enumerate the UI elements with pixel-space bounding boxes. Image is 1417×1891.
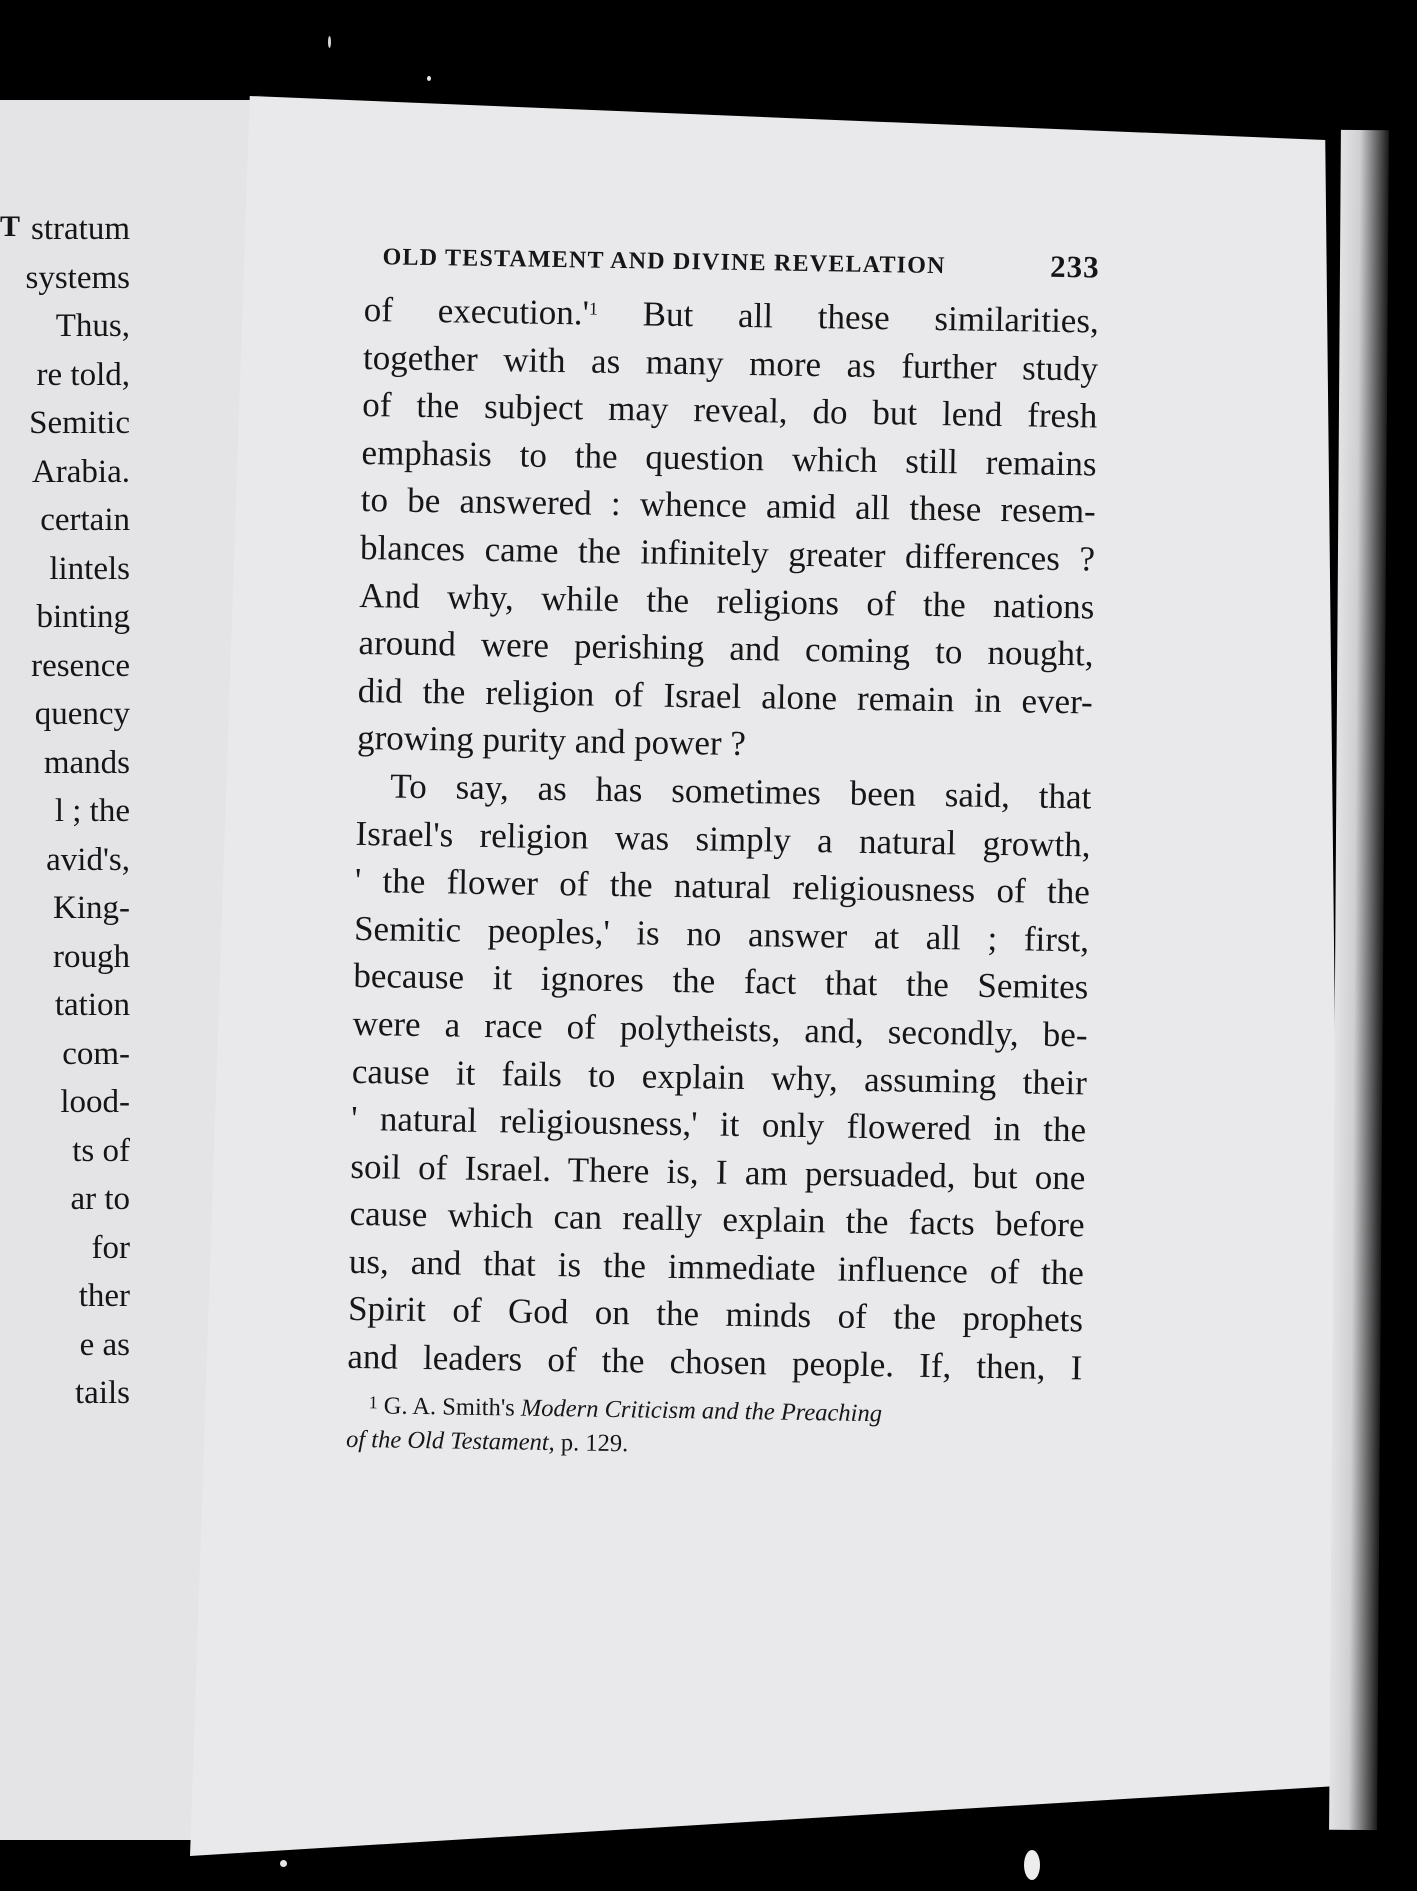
footnote-reference: 1 xyxy=(588,298,599,319)
left-page-line-fragment: Thus, xyxy=(55,308,130,344)
scan-speck xyxy=(1024,1850,1040,1880)
body-line: because it ignores the fact that the Semites xyxy=(353,956,1089,1007)
left-page-line-fragment: avid's, xyxy=(46,841,130,878)
body-line: soil of Israel. There is, I am persuaded, but one xyxy=(350,1146,1086,1198)
body-line: were a race of polytheists, and, secondly, be- xyxy=(352,1003,1088,1055)
left-page-line-fragment: systems xyxy=(25,259,130,296)
footnote-title-continued: of the Old Testament, xyxy=(345,1425,556,1456)
body-line: And why, while the religions of the nations xyxy=(359,575,1095,627)
left-page-header-fragment: T xyxy=(0,210,21,243)
left-page-line-fragment: re told, xyxy=(36,356,130,393)
footnote-title: Modern Criticism and the Preaching xyxy=(520,1394,883,1427)
left-page-line-fragment: certain xyxy=(40,502,130,538)
body-line: to be answered : whence amid all these resem- xyxy=(360,480,1097,531)
left-page-line-fragment: l ; the xyxy=(54,793,130,829)
left-page-line-fragment: Semitic xyxy=(29,405,130,441)
footnote-marker: 1 xyxy=(368,1391,378,1412)
left-page-line-fragment: lintels xyxy=(49,550,130,587)
body-line: together with as many more as further study xyxy=(362,337,1099,389)
body-line: ' natural religiousness,' it only flowered in the xyxy=(350,1098,1087,1150)
body-line: growing purity and power ? xyxy=(356,718,747,764)
left-page-line-fragment: ts of xyxy=(72,1132,130,1169)
body-line: cause which can really explain the facts before xyxy=(349,1194,1085,1245)
body-line: blances came the infinitely greater differences ? xyxy=(359,527,1096,579)
left-page-text-fragments xyxy=(0,205,130,1418)
left-page-line-fragment: lood- xyxy=(60,1084,130,1120)
left-page-line-fragment: stratum xyxy=(31,211,130,247)
body-line: cause it fails to explain why, assuming their xyxy=(351,1051,1088,1102)
left-page-line-fragment: King- xyxy=(53,890,130,926)
left-page-line-fragment: for xyxy=(91,1229,130,1266)
body-line: Spirit of God on the minds of the prophets xyxy=(347,1289,1084,1340)
left-page-line-fragment: e as xyxy=(79,1326,130,1363)
footnote-author: G. A. Smith's xyxy=(383,1392,515,1422)
body-line: emphasis to the question which still remains xyxy=(361,432,1097,484)
body-line: around were perishing and coming to nought, xyxy=(358,623,1094,674)
body-line: To say, as has sometimes been said, that xyxy=(390,766,1092,817)
scan-speck xyxy=(280,1860,287,1867)
footnote-page-ref: p. 129. xyxy=(560,1428,629,1457)
running-title: OLD TESTAMENT AND DIVINE REVELATION xyxy=(382,244,946,280)
left-page-line-fragment: rough xyxy=(53,938,130,975)
body-line: Israel's religion was simply a natural growth, xyxy=(355,813,1091,865)
body-line: Semitic peoples,' is no answer at all ; first, xyxy=(353,908,1090,960)
body-line: us, and that is the immediate influence of the xyxy=(348,1241,1085,1293)
footnote xyxy=(346,1389,1082,1469)
body-line: of the subject may reveal, do but lend fresh xyxy=(362,385,1098,436)
left-page-line-fragment: ar to xyxy=(70,1181,130,1217)
left-page-line-fragment: binting xyxy=(36,599,130,635)
body-line: of $execution.'^1$ But all these similarities, xyxy=(363,289,1100,341)
left-page-line-fragment: tails xyxy=(75,1375,130,1411)
left-page-line-fragment: ther xyxy=(78,1278,130,1314)
body-line: and leaders of the chosen people. If, then, I xyxy=(347,1336,1083,1388)
left-page-line-fragment: Arabia. xyxy=(31,453,130,490)
scan-speck xyxy=(427,76,431,81)
scan-speck xyxy=(328,36,331,48)
left-page-line-fragment: quency xyxy=(34,696,130,732)
page-edge-shadow xyxy=(1329,130,1389,1830)
body-text xyxy=(347,286,1099,1392)
left-page-line-fragment: resence xyxy=(31,647,130,684)
left-page-line-fragment: tation xyxy=(54,987,130,1023)
left-page-line-fragment: com- xyxy=(62,1035,130,1072)
body-line: ' the flower of the natural religiousness of the xyxy=(354,861,1091,912)
page-number: 233 xyxy=(1049,248,1100,285)
body-line: did the religion of Israel alone remain in ever- xyxy=(357,670,1094,722)
right-page-text-block xyxy=(346,236,1100,1468)
left-page-line-fragment: mands xyxy=(43,744,130,781)
